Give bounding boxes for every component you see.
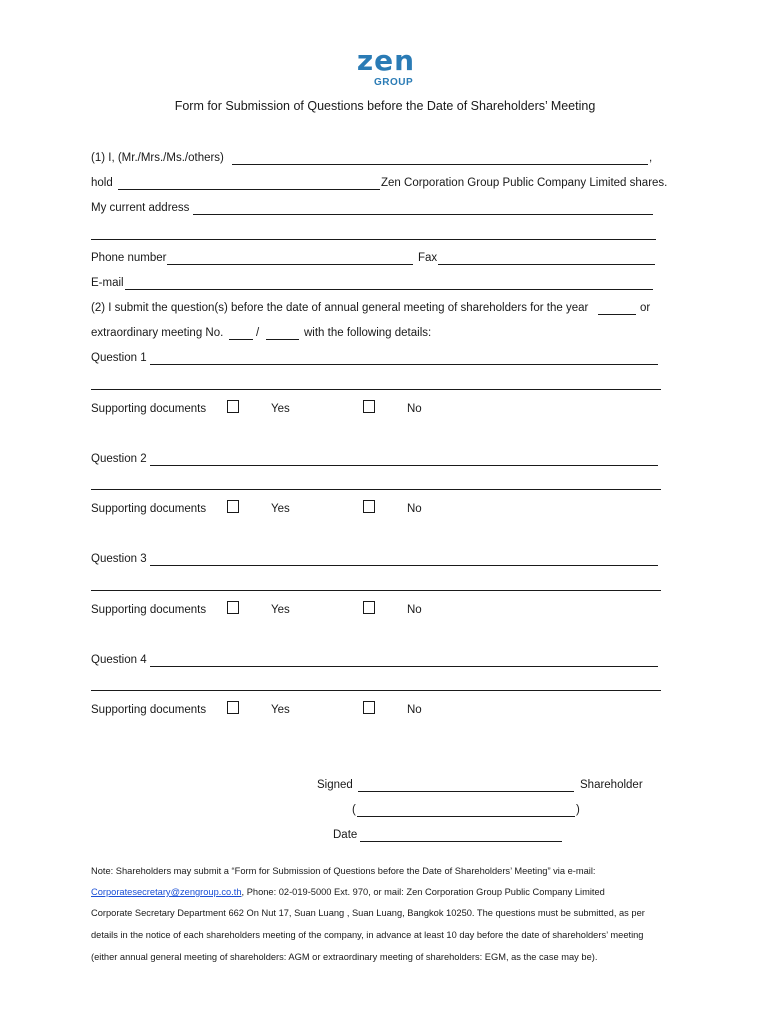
open-paren: ( — [352, 804, 356, 816]
question-field[interactable] — [150, 465, 658, 466]
printed-name-field[interactable] — [357, 816, 575, 817]
question-field[interactable] — [150, 364, 658, 365]
address-field-line2[interactable] — [91, 239, 656, 240]
supporting-label: Supporting documents — [91, 704, 207, 716]
question-label: Question 2 — [91, 453, 147, 465]
yes-label: Yes — [271, 704, 290, 716]
shareholder-label: Shareholder — [580, 779, 643, 791]
section2-slash: / — [256, 327, 260, 339]
egm-year-field[interactable] — [266, 339, 299, 340]
question-label: Question 4 — [91, 654, 147, 666]
yes-label: Yes — [271, 604, 290, 616]
note-line4: details in the notice of each shareholders meeting of the company, in advance at least 10 day before the date of shareholders’ meeting — [91, 930, 644, 940]
yes-label: Yes — [271, 503, 290, 515]
yes-label: Yes — [271, 403, 290, 415]
section2-line2b: with the following details: — [304, 327, 432, 339]
agm-year-field[interactable] — [598, 314, 636, 315]
note-line2-rest: , Phone: 02-019-5000 Ext. 970, or mail: Zen Corporation Group Public Company Limited — [241, 887, 605, 897]
date-label: Date — [333, 829, 358, 841]
egm-number-field[interactable] — [229, 339, 253, 340]
secretary-email-link[interactable]: Corporatesecretary@zengroup.co.th — [91, 887, 242, 897]
name-label: (1) I, (Mr./Mrs./Ms./others) — [91, 152, 224, 164]
yes-checkbox[interactable] — [227, 400, 239, 413]
note-line2 — [91, 887, 605, 897]
shares-text: Zen Corporation Group Public Company Limited shares. — [381, 177, 668, 189]
email-label: E-mail — [91, 277, 124, 289]
supporting-label: Supporting documents — [91, 604, 207, 616]
note-line3: Corporate Secretary Department 662 On Nut 17, Suan Luang , Suan Luang, Bangkok 10250. The questions must be submitted, as per — [91, 908, 645, 918]
phone-label: Phone number — [91, 252, 167, 264]
question-field-line2[interactable] — [91, 389, 661, 390]
no-checkbox[interactable] — [363, 701, 375, 714]
email-field[interactable] — [125, 289, 653, 290]
no-checkbox[interactable] — [363, 400, 375, 413]
phone-field[interactable] — [167, 264, 413, 265]
question-label: Question 3 — [91, 553, 147, 565]
shares-field[interactable] — [118, 189, 380, 190]
no-checkbox[interactable] — [363, 601, 375, 614]
logo-wordmark: zen — [356, 44, 416, 77]
section2-line1: (2) I submit the question(s) before the date of annual general meeting of shareholders for the year — [91, 302, 589, 314]
yes-checkbox[interactable] — [227, 601, 239, 614]
name-field[interactable] — [232, 164, 648, 165]
signed-label: Signed — [317, 779, 353, 791]
hold-label: hold — [91, 177, 113, 189]
fax-field[interactable] — [438, 264, 655, 265]
no-checkbox[interactable] — [363, 500, 375, 513]
question-field[interactable] — [150, 565, 658, 566]
yes-checkbox[interactable] — [227, 500, 239, 513]
question-field-line2[interactable] — [91, 690, 661, 691]
address-field[interactable] — [193, 214, 653, 215]
supporting-label: Supporting documents — [91, 403, 207, 415]
logo-subtitle: GROUP — [374, 77, 414, 88]
question-field-line2[interactable] — [91, 590, 661, 591]
no-label: No — [407, 704, 422, 716]
close-paren: ) — [576, 804, 580, 816]
section2-line2a: extraordinary meeting No. — [91, 327, 224, 339]
section2-or: or — [640, 302, 651, 314]
note-line5: (either annual general meeting of shareholders: AGM or extraordinary meeting of shareholders: EGM, as the case may be). — [91, 952, 598, 962]
question-field[interactable] — [150, 666, 658, 667]
note-line1: Note: Shareholders may submit a “Form for Submission of Questions before the Date of Shareholders’ Meeting” via e-mail: — [91, 866, 596, 876]
name-comma: , — [649, 152, 653, 164]
no-label: No — [407, 604, 422, 616]
question-field-line2[interactable] — [91, 489, 661, 490]
no-label: No — [407, 403, 422, 415]
question-label: Question 1 — [91, 352, 147, 364]
yes-checkbox[interactable] — [227, 701, 239, 714]
fax-label: Fax — [418, 252, 438, 264]
signature-field[interactable] — [358, 791, 574, 792]
address-label: My current address — [91, 202, 190, 214]
date-field[interactable] — [360, 841, 562, 842]
supporting-label: Supporting documents — [91, 503, 207, 515]
form-title: Form for Submission of Questions before the Date of Shareholders’ Meeting — [174, 99, 596, 113]
no-label: No — [407, 503, 422, 515]
